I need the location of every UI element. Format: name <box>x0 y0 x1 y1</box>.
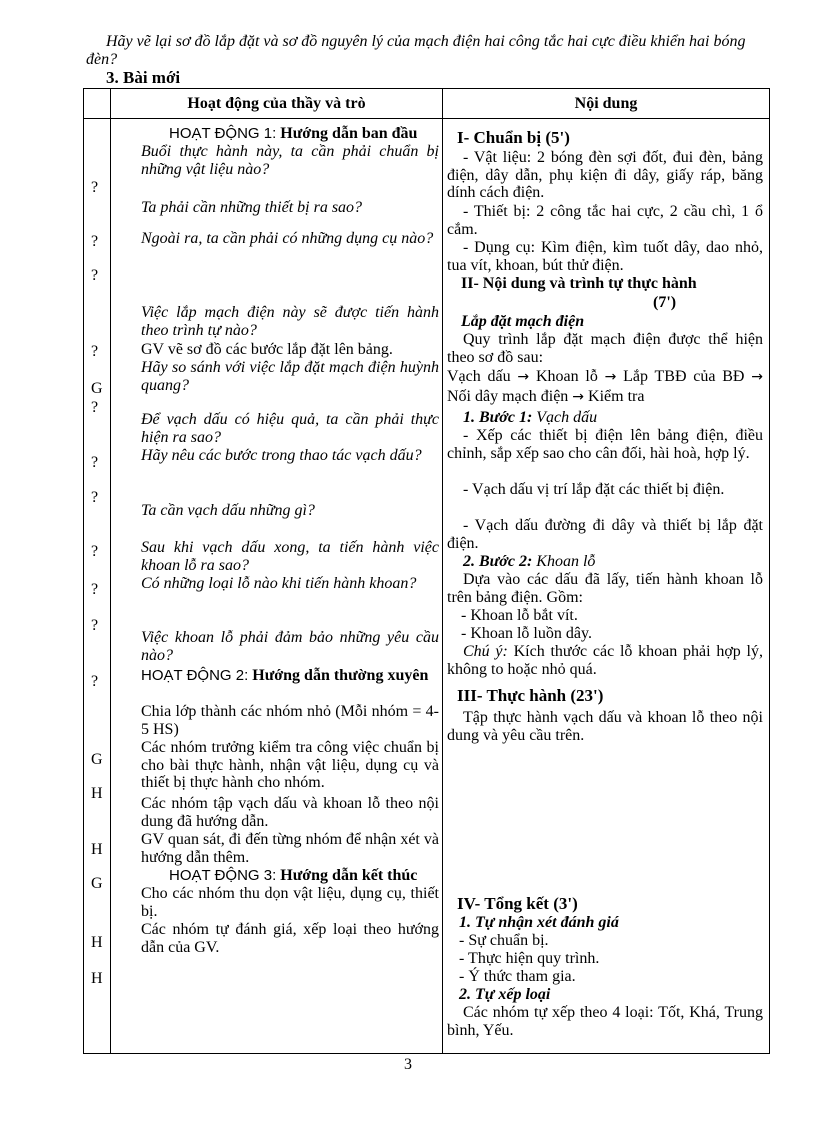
step-1-arrange: - Xếp các thiết bị điện lên bảng điện, điều chỉnh, sắp xếp sao cho cân đối, hài hoà, hợp lý. <box>447 427 763 462</box>
practice-text: Tập thực hành vạch dấu và khoan lỗ theo nội dung và yêu cầu trên. <box>447 709 763 744</box>
marker: ? <box>91 581 99 598</box>
page-number: 3 <box>404 1056 412 1073</box>
ranking-text: Các nhóm tự xếp theo 4 loại: Tốt, Khá, Trung bình, Yếu. <box>447 1004 763 1039</box>
flow-step-check: Kiểm tra <box>588 388 645 405</box>
step-2-wire-holes: - Khoan lỗ luồn dây. <box>461 625 592 642</box>
self-evaluation-instruction: Các nhóm tự đánh giá, xếp loại theo hướng dẫn của GV. <box>141 921 439 956</box>
procedure-intro: Quy trình lắp đặt mạch điện được thể hiện theo sơ đồ sau: <box>447 331 763 366</box>
flow-step-install-devices: Lắp TBĐ của BĐ <box>623 368 745 385</box>
question-procedure: Việc lắp mạch điện này sẽ được tiến hành theo trình tự nào? <box>141 304 439 339</box>
lesson-table <box>83 88 770 1054</box>
marker: H <box>91 785 103 802</box>
drilling-note: Chú ý: Kích thước các lỗ khoan phải hợp lý, không to hoặc nhỏ quá. <box>447 643 763 678</box>
section-procedure-title: II- Nội dung và trình tự thực hành <box>461 275 697 292</box>
activities-column <box>111 119 443 1054</box>
question-compare: Hãy so sánh với việc lắp đặt mạch điện huỳnh quang? <box>141 359 439 394</box>
marker: ? <box>91 543 99 560</box>
marker: ? <box>91 489 99 506</box>
intro-question: Hãy vẽ lại sơ đồ lắp đặt và sơ đồ nguyên lý của mạch điện hai công tắc hai cực điều khiển hai bóng đèn? <box>86 33 746 68</box>
marker-header <box>84 89 111 119</box>
flow-step-marking: Vạch dấu <box>447 368 511 385</box>
section-practice-title: III- Thực hành (23') <box>457 686 604 705</box>
divide-groups: Chia lớp thành các nhóm nhỏ (Mỗi nhóm = 4-5 HS) <box>141 703 439 738</box>
section-heading: 3. Bài mới <box>106 68 181 87</box>
marker: ? <box>91 233 99 250</box>
marker: G <box>91 875 103 892</box>
step-2-screw-holes: - Khoan lỗ bắt vít. <box>461 607 578 624</box>
marker-column <box>84 119 111 1054</box>
flow-step-drilling: Khoan lỗ <box>535 368 598 385</box>
question-tools: Ngoài ra, ta cần phải có những dụng cụ nào? <box>141 230 434 247</box>
question-drilling: Sau khi vạch dấu xong, ta tiến hành việc khoan lỗ ra sao? <box>141 539 439 574</box>
step-2-title: 2. Bước 2: Khoan lỗ <box>463 553 596 570</box>
marker: ? <box>91 267 99 284</box>
groups-practice: Các nhóm tập vạch dấu và khoan lỗ theo nội dung đã hướng dẫn. <box>141 795 439 830</box>
teacher-observes: GV quan sát, đi đến từng nhóm để nhận xét và hướng dẫn thêm. <box>141 831 439 866</box>
marker: H <box>91 841 103 858</box>
content-column <box>443 119 770 1054</box>
summary-preparation: - Sự chuẩn bị. <box>459 932 549 949</box>
section-procedure-time: (7') <box>653 294 677 311</box>
step-1-mark-positions: - Vạch dấu vị trí lắp đặt các thiết bị điện. <box>463 481 725 498</box>
marker: ? <box>91 617 99 634</box>
question-devices: Ta phải cần những thiết bị ra sao? <box>141 199 363 216</box>
question-materials: Buổi thực hành này, ta cần phải chuẩn bị những vật liệu nào? <box>141 143 439 178</box>
marker: H <box>91 970 103 987</box>
table-body-row <box>84 119 770 1054</box>
section-preparation-title: I- Chuẩn bị (5') <box>457 128 570 147</box>
marker: ? <box>91 673 99 690</box>
procedure-flow <box>447 367 763 407</box>
step-1-title: 1. Bước 1: Vạch dấu <box>463 409 598 426</box>
teacher-draws-diagram: GV vẽ sơ đồ các bước lắp đặt lên bảng. <box>141 341 393 358</box>
table-header-row <box>84 89 770 119</box>
arrow-icon: → <box>517 369 530 385</box>
question-drill-requirements: Việc khoan lỗ phải đảm bảo những yêu cầu nào? <box>141 629 439 664</box>
marker: G <box>91 751 103 768</box>
question-hole-types: Có những loại lỗ nào khi tiến hành khoan? <box>141 575 417 592</box>
arrow-icon: → <box>751 369 763 385</box>
arrow-icon: → <box>572 389 585 405</box>
preparation-tools: - Dụng cụ: Kìm điện, kìm tuốt dây, dao nhỏ, tua vít, khoan, bút thử điện. <box>447 239 763 274</box>
marker: H <box>91 934 103 951</box>
activity-2-heading: HOẠT ĐỘNG 2: Hướng dẫn thường xuyên <box>141 667 429 684</box>
self-ranking-subtitle: 2. Tự xếp loại <box>459 986 551 1003</box>
marker: ? <box>91 179 99 196</box>
arrow-icon: → <box>604 369 617 385</box>
question-marking-effective: Để vạch dấu có hiệu quả, ta cần phải thực hiện ra sao? <box>141 411 439 446</box>
question-marking-what: Ta cần vạch dấu những gì? <box>141 502 315 519</box>
step-1-mark-wiring: - Vạch dấu đường đi dây và thiết bị lắp đặt điện. <box>447 517 763 552</box>
install-circuit-subtitle: Lắp đặt mạch điện <box>461 313 585 330</box>
flow-step-wiring: Nối dây mạch điện <box>447 388 569 405</box>
marker: G <box>91 380 103 397</box>
cleanup-instruction: Cho các nhóm thu dọn vật liệu, dụng cụ, thiết bị. <box>141 885 439 920</box>
content-header: Nội dung <box>443 89 770 119</box>
preparation-materials: - Vật liệu: 2 bóng đèn sợi đốt, đui đèn, bảng điện, dây dẫn, phụ kiện đi dây, giấy ráp, băng dính cách điện. <box>447 149 763 201</box>
section-summary-title: IV- Tổng kết (3') <box>457 894 578 913</box>
question-marking-steps: Hãy nêu các bước trong thao tác vạch dấu? <box>141 447 422 464</box>
step-2-intro: Dựa vào các dấu đã lấy, tiến hành khoan lỗ trên bảng điện. Gồm: <box>447 571 763 606</box>
activity-3-heading: HOẠT ĐỘNG 3: Hướng dẫn kết thúc <box>169 867 418 884</box>
marker: ? <box>91 454 99 471</box>
activity-1-heading: HOẠT ĐỘNG 1: Hướng dẫn ban đầu <box>169 125 418 142</box>
group-leaders-check: Các nhóm trưởng kiểm tra công việc chuẩn bị cho bài thực hành, nhận vật liệu, dụng cụ và thiết bị thực hành cho nhóm. <box>141 739 439 791</box>
marker: ? <box>91 343 99 360</box>
activities-header: Hoạt động của thầy và trò <box>111 89 443 119</box>
summary-procedure: - Thực hiện quy trình. <box>459 950 600 967</box>
self-assessment-subtitle: 1. Tự nhận xét đánh giá <box>459 914 619 931</box>
preparation-devices: - Thiết bị: 2 công tắc hai cực, 2 cầu chì, 1 ổ cắm. <box>447 203 763 238</box>
summary-attitude: - Ý thức tham gia. <box>459 968 576 985</box>
marker: ? <box>91 399 99 416</box>
